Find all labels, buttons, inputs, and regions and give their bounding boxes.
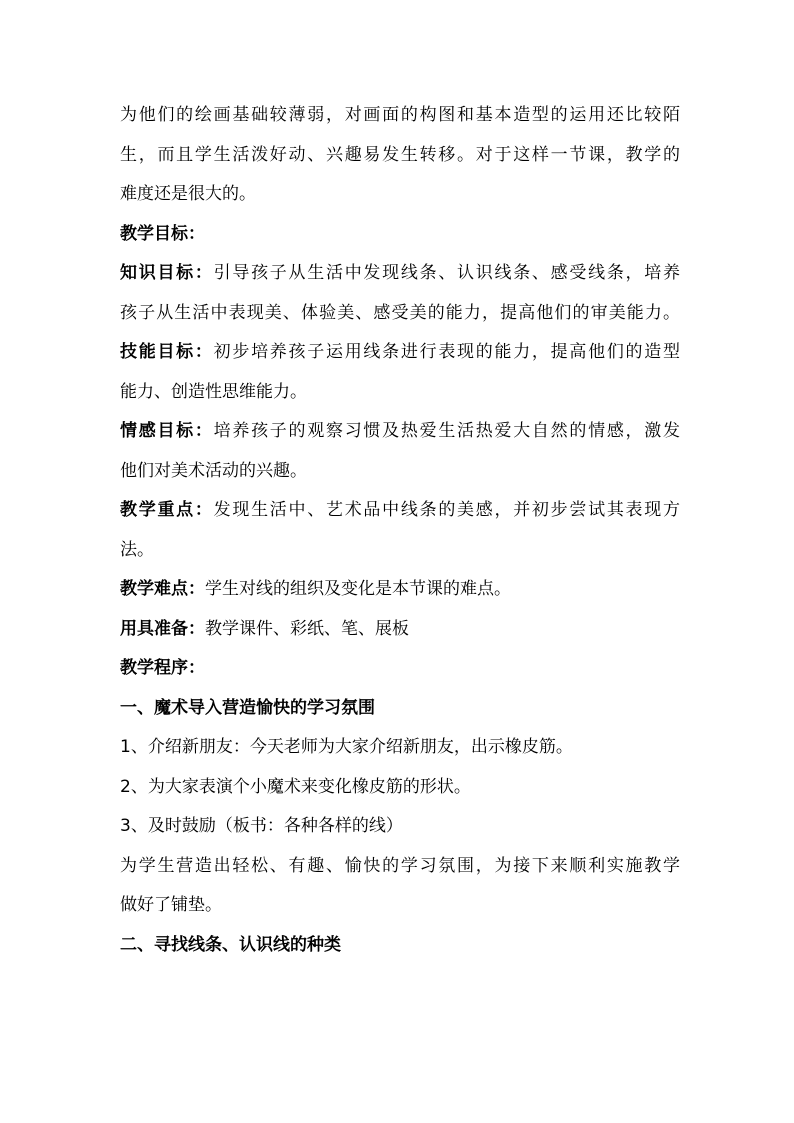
difficulty-line <box>120 570 680 610</box>
key-point-text-1: 发现生活中、艺术品中线条的美感，并初步尝试其表现方 <box>213 500 681 520</box>
emotion-objective-label: 情感目标： <box>120 421 214 441</box>
section-1-heading: 一、魔术导入营造愉快的学习氛围 <box>120 697 375 718</box>
knowledge-objective-label: 知识目标： <box>120 263 214 283</box>
emotion-objective-line-2: 他们对美术活动的兴趣。 <box>120 460 307 481</box>
materials-label: 用具准备： <box>120 618 205 639</box>
key-point-line-2: 法。 <box>120 539 154 560</box>
objectives-heading: 教学目标： <box>120 223 205 244</box>
step-3: 3、及时鼓励（板书：各种各样的线） <box>120 816 403 836</box>
skill-objective-line-1 <box>120 333 680 373</box>
emotion-objective-line-1 <box>120 412 680 452</box>
step-1: 1、介绍新朋友：今天老师为大家介绍新朋友，出示橡皮筋。 <box>120 737 573 757</box>
difficulty-label: 教学难点： <box>120 579 205 599</box>
intro-line-2: 生，而且学生活泼好动、兴趣易发生转移。对于这样一节课，教学的 <box>120 144 680 165</box>
summary-line-2: 做好了铺垫。 <box>120 895 222 915</box>
step-2: 2、为大家表演个小魔术来变化橡皮筋的形状。 <box>120 776 471 797</box>
procedure-heading: 教学程序： <box>120 658 205 678</box>
materials-text: 教学课件、彩纸、笔、展板 <box>205 618 409 639</box>
summary-line-1: 为学生营造出轻松、有趣、愉快的学习氛围，为接下来顺利实施教学 <box>120 855 680 876</box>
section-2-heading: 二、寻找线条、认识线的种类 <box>120 934 341 955</box>
materials-line <box>120 610 680 650</box>
knowledge-objective-text-1: 引导孩子从生活中发现线条、认识线条、感受线条，培养 <box>213 263 681 283</box>
skill-objective-text-1: 初步培养孩子运用线条进行表现的能力，提高他们的造型 <box>213 342 681 362</box>
key-point-line-1 <box>120 491 680 531</box>
intro-line-3: 难度还是很大的。 <box>120 184 256 204</box>
skill-objective-line-2: 能力、创造性思维能力。 <box>120 381 307 402</box>
emotion-objective-text-1: 培养孩子的观察习惯及热爱生活热爱大自然的情感，激发 <box>213 421 681 441</box>
document-page <box>120 96 680 965</box>
intro-line-1: 为他们的绘画基础较薄弱，对画面的构图和基本造型的运用还比较陌 <box>120 105 680 125</box>
key-point-label: 教学重点： <box>120 500 214 520</box>
skill-objective-label: 技能目标： <box>120 342 214 362</box>
knowledge-objective-line-1 <box>120 254 680 294</box>
difficulty-text: 学生对线的组织及变化是本节课的难点。 <box>205 579 511 599</box>
knowledge-objective-line-2: 孩子从生活中表现美、体验美、感受美的能力，提高他们的审美能力。 <box>120 302 680 323</box>
